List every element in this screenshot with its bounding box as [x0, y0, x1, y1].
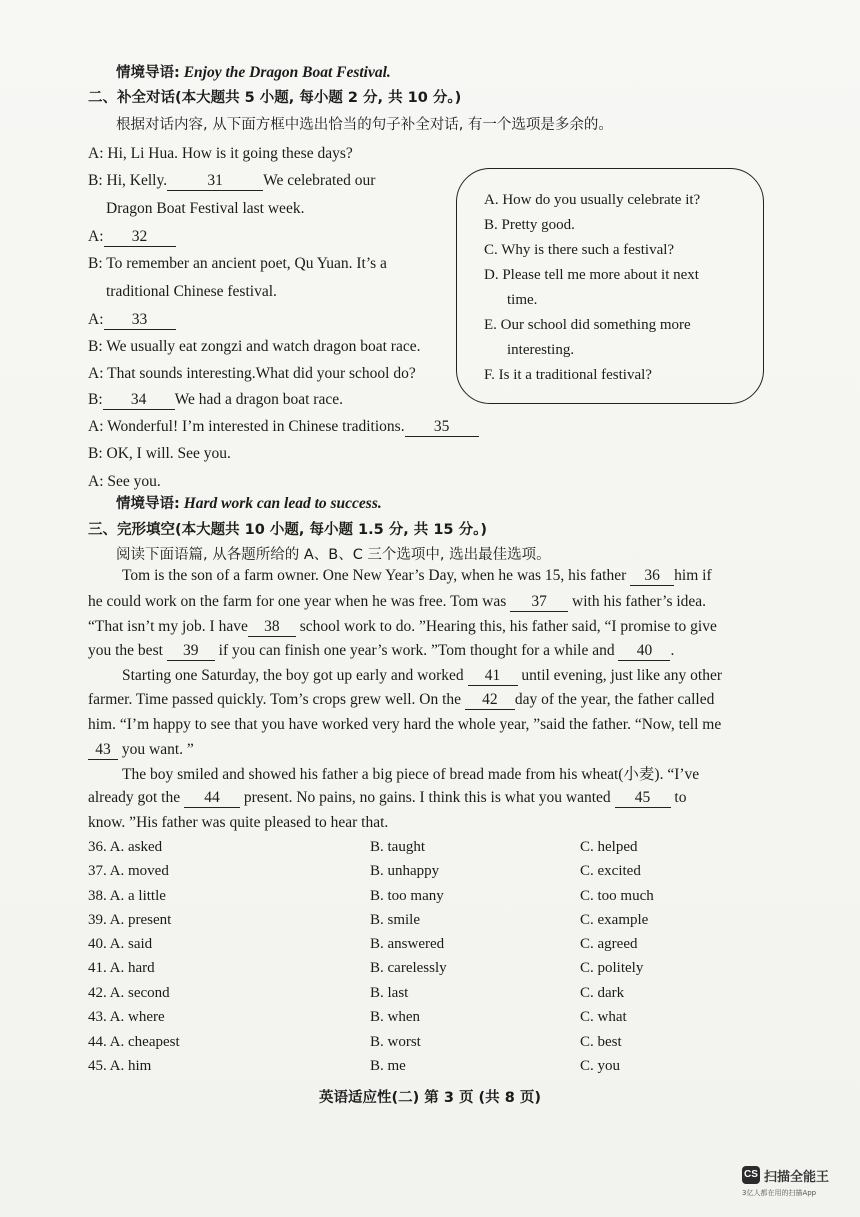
section-instruction-dialogue: 根据对话内容, 从下面方框中选出恰当的句子补全对话, 有一个选项是多余的。	[116, 117, 613, 133]
choice-b[interactable]: B. me	[370, 1058, 406, 1074]
choice-b[interactable]: B. too many	[370, 888, 444, 904]
section-title-dialogue: 二、补全对话(本大题共 5 小题, 每小题 2 分, 共 10 分。)	[88, 90, 462, 106]
choice-c[interactable]: C. you	[580, 1058, 621, 1074]
choice-c[interactable]: C. helped	[580, 839, 638, 855]
answer-blank[interactable]: 39	[167, 642, 215, 661]
context-label: 情境导语:	[116, 496, 180, 512]
choice-row	[88, 861, 641, 881]
choice-row	[88, 1056, 621, 1076]
option-c: C. Why is there such a festival?	[484, 242, 675, 258]
answer-blank[interactable]: 43	[88, 741, 118, 760]
choice-b[interactable]: B. last	[370, 985, 409, 1001]
answer-blank[interactable]: 44	[184, 789, 240, 808]
context-intro-1	[116, 63, 391, 83]
cloze-line: you the best 39 if you can finish one year’s work. ”Tom thought for a while and 40 .	[88, 642, 675, 659]
dialogue-line: traditional Chinese festival.	[106, 283, 277, 300]
dialogue-line: A: Wonderful! I’m interested in Chinese traditions. 35	[88, 417, 479, 437]
dialogue-line: A: 32	[88, 227, 176, 247]
watermark-name: 扫描全能王	[764, 1170, 830, 1185]
choice-a[interactable]: 38. A. a little	[88, 888, 166, 904]
choice-a[interactable]: 42. A. second	[88, 985, 170, 1001]
choice-b[interactable]: B. unhappy	[370, 863, 440, 879]
cloze-line: “That isn’t my job. I have 38 school work to do. ”Hearing this, his father said, “I promise to give	[88, 618, 717, 635]
context-label: 情境导语:	[116, 65, 180, 81]
answer-blank[interactable]: 37	[510, 593, 568, 612]
choice-c[interactable]: C. politely	[580, 960, 644, 976]
choice-b[interactable]: B. carelessly	[370, 960, 447, 976]
answer-blank[interactable]: 42	[465, 691, 515, 710]
choice-c[interactable]: C. too much	[580, 888, 654, 904]
choice-b[interactable]: B. smile	[370, 912, 421, 928]
options-box	[456, 168, 764, 404]
cloze-line: know. ”His father was quite pleased to hear that.	[88, 814, 389, 831]
scanner-watermark	[742, 1166, 852, 1206]
cloze-line: him. “I’m happy to see that you have worked very hard the whole year, ”said the father. “Now, tell me	[88, 716, 722, 733]
choice-b[interactable]: B. taught	[370, 839, 425, 855]
choice-a[interactable]: 39. A. present	[88, 912, 172, 928]
choice-row	[88, 886, 654, 906]
choice-row	[88, 934, 638, 954]
cloze-line: farmer. Time passed quickly. Tom’s crops grew well. On the 42 day of the year, the father called	[88, 691, 715, 708]
option-b: B. Pretty good.	[484, 217, 575, 233]
answer-blank[interactable]: 41	[468, 667, 518, 686]
cloze-line: he could work on the farm for one year when he was free. Tom was 37 with his father’s idea.	[88, 593, 707, 610]
answer-blank[interactable]: 31	[167, 172, 263, 191]
answer-blank[interactable]: 33	[104, 311, 176, 330]
choice-row	[88, 958, 644, 978]
answer-blank[interactable]: 38	[248, 618, 296, 637]
context-intro-2	[116, 494, 382, 514]
option-d-cont: time.	[507, 292, 538, 308]
answer-blank[interactable]: 35	[405, 418, 479, 437]
choice-row	[88, 910, 649, 930]
answer-blank[interactable]: 40	[618, 642, 670, 661]
choice-c[interactable]: C. dark	[580, 985, 625, 1001]
context-text: Hard work can lead to success.	[183, 495, 382, 512]
bleed-through	[560, 60, 563, 76]
choice-a[interactable]: 44. A. cheapest	[88, 1034, 180, 1050]
cloze-line: Tom is the son of a farm owner. One New Year’s Day, when he was 15, his father 36 him if	[122, 567, 712, 584]
cloze-line: The boy smiled and showed his father a big piece of bread made from his wheat(小麦). “I’ve	[122, 766, 700, 783]
option-f: F. Is it a traditional festival?	[484, 367, 652, 383]
cloze-line: Starting one Saturday, the boy got up early and worked 41 until evening, just like any other	[122, 667, 722, 684]
page-footer: 英语适应性(二) 第 3 页 (共 8 页)	[319, 1090, 541, 1106]
dialogue-line: A: Hi, Li Hua. How is it going these days?	[88, 145, 353, 162]
answer-blank[interactable]: 36	[630, 567, 674, 586]
choice-row	[88, 1032, 622, 1052]
choice-b[interactable]: B. when	[370, 1009, 420, 1025]
dialogue-line: A: That sounds interesting.What did your school do?	[88, 365, 416, 382]
watermark-tagline: 3亿人都在用的扫描App	[742, 1189, 817, 1197]
answer-blank[interactable]: 34	[103, 391, 175, 410]
dialogue-line: B: We usually eat zongzi and watch dragon boat race.	[88, 338, 421, 355]
section-title-cloze: 三、完形填空(本大题共 10 小题, 每小题 1.5 分, 共 15 分。)	[88, 522, 487, 538]
cloze-line: 43 you want. ”	[88, 740, 194, 760]
choice-row	[88, 1007, 627, 1027]
choice-a[interactable]: 36. A. asked	[88, 839, 163, 855]
choice-a[interactable]: 40. A. said	[88, 936, 153, 952]
dialogue-line: B: Hi, Kelly. 31 We celebrated our	[88, 172, 376, 189]
answer-blank[interactable]: 45	[615, 789, 671, 808]
dialogue-line: A: 33	[88, 310, 176, 330]
option-e-cont: interesting.	[507, 342, 575, 358]
dialogue-line: Dragon Boat Festival last week.	[106, 200, 305, 217]
choice-c[interactable]: C. excited	[580, 863, 641, 879]
choice-b[interactable]: B. answered	[370, 936, 445, 952]
dialogue-line: B: To remember an ancient poet, Qu Yuan. It’s a	[88, 255, 387, 272]
choice-a[interactable]: 43. A. where	[88, 1009, 165, 1025]
camscanner-logo-icon: CS	[742, 1166, 760, 1184]
choice-row	[88, 983, 625, 1003]
section-instruction-cloze: 阅读下面语篇, 从各题所给的 A、B、C 三个选项中, 选出最佳选项。	[116, 547, 551, 563]
context-text: Enjoy the Dragon Boat Festival.	[183, 64, 391, 81]
option-d: D. Please tell me more about it next	[484, 267, 699, 283]
choice-c[interactable]: C. best	[580, 1034, 622, 1050]
cloze-line: already got the 44 present. No pains, no gains. I think this is what you wanted 45 to	[88, 789, 687, 806]
option-e: E. Our school did something more	[484, 317, 691, 333]
choice-c[interactable]: C. agreed	[580, 936, 638, 952]
choice-a[interactable]: 41. A. hard	[88, 960, 155, 976]
answer-blank[interactable]: 32	[104, 228, 176, 247]
choice-c[interactable]: C. example	[580, 912, 649, 928]
choice-b[interactable]: B. worst	[370, 1034, 421, 1050]
choice-c[interactable]: C. what	[580, 1009, 627, 1025]
choice-a[interactable]: 45. A. him	[88, 1058, 152, 1074]
dialogue-line: B: OK, I will. See you.	[88, 445, 231, 462]
choice-a[interactable]: 37. A. moved	[88, 863, 169, 879]
dialogue-line: A: See you.	[88, 473, 161, 490]
choice-row	[88, 837, 638, 857]
option-a: A. How do you usually celebrate it?	[484, 192, 701, 208]
dialogue-line: B: 34 We had a dragon boat race.	[88, 391, 343, 408]
